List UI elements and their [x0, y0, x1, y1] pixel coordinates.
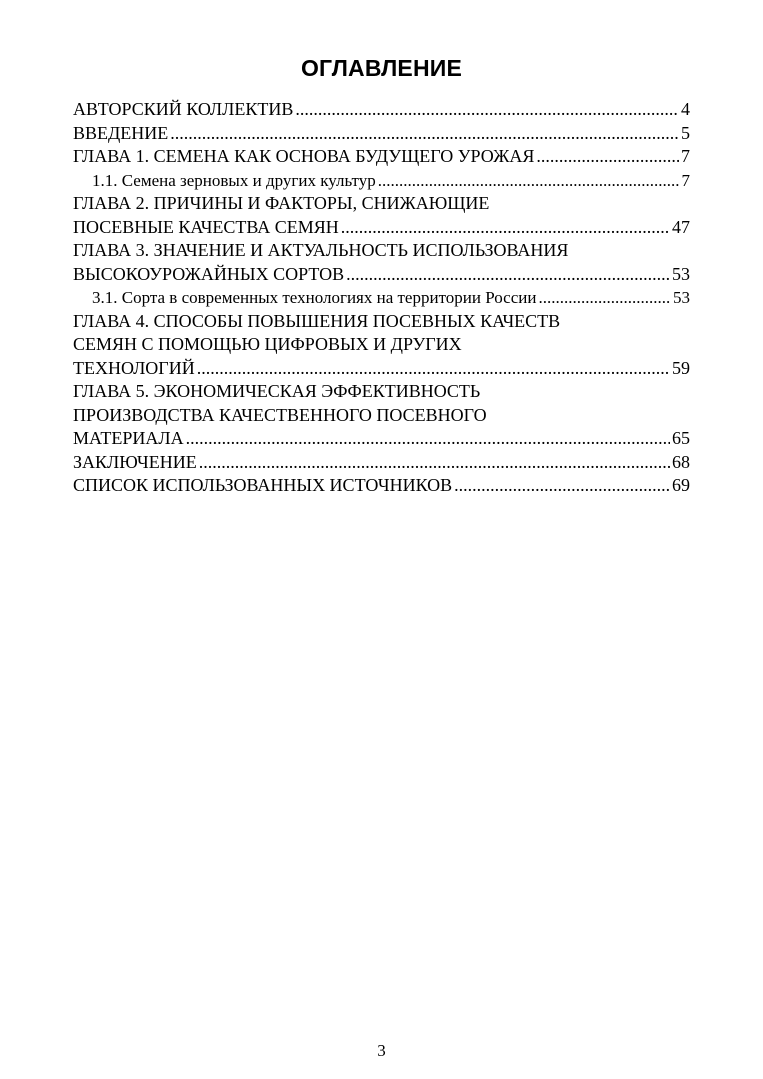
toc-entry[interactable] [73, 98, 690, 122]
dot-leader [199, 451, 670, 475]
toc-entry-line [73, 427, 690, 451]
toc-entry-line [73, 145, 690, 169]
toc-entry-title: 3.1. Сорта в современных технологиях на территории России [92, 288, 537, 307]
toc-entry-title: ГЛАВА 1. СЕМЕНА КАК ОСНОВА БУДУЩЕГО УРОЖАЯ [73, 146, 535, 166]
toc-entry-page: 7 [681, 146, 690, 166]
toc-entry[interactable] [73, 451, 690, 475]
toc-entry-line [92, 286, 690, 310]
toc-entry-page: 53 [673, 288, 690, 307]
toc-entry-page: 7 [681, 170, 690, 190]
toc-entry[interactable] [73, 310, 690, 381]
toc-entry-line [92, 169, 690, 193]
toc-entry-title-line: ГЛАВА 3. ЗНАЧЕНИЕ И АКТУАЛЬНОСТЬ ИСПОЛЬЗОВАНИЯ [73, 240, 569, 260]
toc-entry-title-line: ГЛАВА 4. СПОСОБЫ ПОВЫШЕНИЯ ПОСЕВНЫХ КАЧЕСТВ [73, 310, 561, 331]
toc-entry-title: МАТЕРИАЛА [73, 428, 184, 448]
toc-subentry[interactable] [73, 286, 690, 310]
toc-entry-title: ВВЕДЕНИЕ [73, 122, 169, 143]
toc-entry-title: СПИСОК ИСПОЛЬЗОВАННЫХ ИСТОЧНИКОВ [73, 475, 453, 495]
toc-entry[interactable] [73, 192, 690, 239]
toc-entry-line [73, 357, 690, 381]
toc-entry-page: 59 [672, 357, 690, 378]
toc-entry-title: АВТОРСКИЙ КОЛЛЕКТИВ [73, 99, 294, 119]
toc-entry-page: 53 [672, 263, 690, 284]
dot-leader [538, 286, 671, 310]
dot-leader [346, 263, 670, 287]
toc-entry[interactable] [73, 145, 690, 169]
dot-leader [536, 145, 679, 169]
toc-entry-title: ВЫСОКОУРОЖАЙНЫХ СОРТОВ [73, 263, 345, 284]
toc-entry[interactable] [73, 239, 690, 286]
toc-entry-title: ЗАКЛЮЧЕНИЕ [73, 451, 197, 472]
toc-subentry[interactable] [73, 169, 690, 193]
page-title: ОГЛАВЛЕНИЕ [300, 55, 463, 81]
dot-leader [197, 357, 670, 381]
toc-entry-line [73, 98, 690, 122]
toc-entry-title-line: СЕМЯН С ПОМОЩЬЮ ЦИФРОВЫХ И ДРУГИХ [73, 334, 462, 354]
dot-leader [170, 122, 679, 146]
toc-entry-page: 65 [672, 428, 690, 448]
toc-entry[interactable] [73, 474, 690, 498]
dot-leader [341, 216, 670, 240]
toc-entry-line [73, 122, 690, 146]
toc-entry-title: ПОСЕВНЫЕ КАЧЕСТВА СЕМЯН [73, 216, 339, 237]
dot-leader [295, 98, 679, 122]
toc-entry[interactable] [73, 122, 690, 146]
dot-leader [378, 169, 680, 193]
toc-entry-page: 5 [681, 122, 690, 143]
toc-entry-page: 4 [681, 99, 690, 119]
toc-entry-line [73, 474, 690, 498]
toc-entry-page: 69 [672, 475, 690, 495]
dot-leader [454, 474, 670, 498]
toc-entry-title: ТЕХНОЛОГИЙ [73, 357, 195, 378]
toc-entry-title-line: ПРОИЗВОДСТВА КАЧЕСТВЕННОГО ПОСЕВНОГО [73, 404, 487, 425]
toc-entry-line [73, 263, 690, 287]
toc-entry-line [73, 216, 690, 240]
toc-entry-title-line: ГЛАВА 2. ПРИЧИНЫ И ФАКТОРЫ, СНИЖАЮЩИЕ [73, 193, 490, 213]
toc-entry[interactable] [73, 380, 690, 451]
toc-entry-page: 68 [672, 451, 690, 472]
toc-entry-line [73, 451, 690, 475]
dot-leader [186, 427, 670, 451]
toc-entry-title: 1.1. Семена зерновых и других культур [92, 170, 376, 190]
page-number: 3 [377, 1041, 386, 1060]
toc-entry-title-line: ГЛАВА 5. ЭКОНОМИЧЕСКАЯ ЭФФЕКТИВНОСТЬ [73, 381, 481, 401]
toc-entry-page: 47 [672, 216, 690, 237]
table-of-contents [73, 98, 690, 498]
